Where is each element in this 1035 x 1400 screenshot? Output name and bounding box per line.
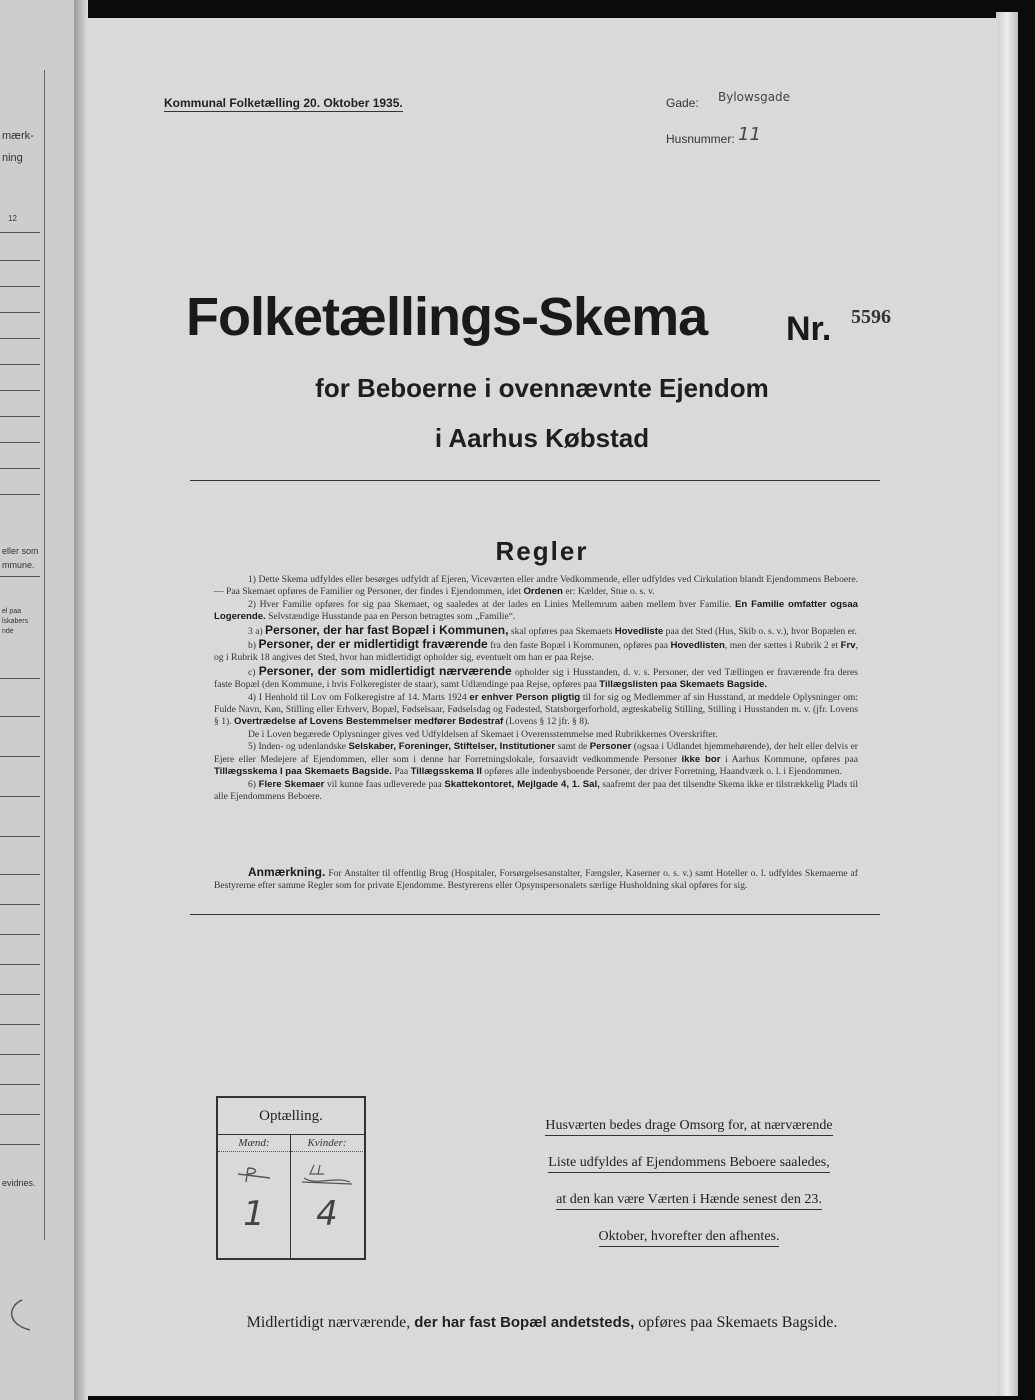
left-page-rule: [0, 1144, 40, 1145]
form-title: Folketællings-Skema: [186, 287, 708, 347]
men-count: 1: [243, 1194, 265, 1234]
remark-text: [214, 866, 858, 893]
rule-5: 5) Inden- og udenlandske Selskaber, Foreninger, Stiftelser, Institutioner samt de Personer (ogsaa i Udlandet hjemmehørende), der helt eller delvis er Ejere eller Medejere af Ejendommen, eller som i denne har Forretningslokale, forsaavidt vedkommende Personer ikke bor i Aarhus Kommune, opføres paa Tillægsskema I paa Skemaets Bagside. Paa Tillægsskema II opføres alle indenbysboende Personer, der driver Forretning, Haandværk o. l. i Ejendommen.: [214, 741, 858, 778]
rule-3c: c) Personer, der som midlertidigt nærværende opholder sig i Husstanden, d. v. s. Personer, der ved Tællingen er fraværende fra deres faste Bopæl (den Kommune, i hvis Folkeregister de staar), samt Udlændinge paa Rejse, opføres paa Tillægslisten paa Skemaets Bagside.: [214, 663, 858, 691]
tally-scribble-icon: [294, 1162, 360, 1188]
left-page-rule: [0, 576, 40, 577]
rule-3a: 3 a) Personer, der har fast Bopæl i Kommunen, skal opføres paa Skemaets Hovedliste paa det Sted (Hus, Skib o. s. v.), hvor Bopælen er.: [248, 622, 857, 637]
rules-heading: Regler: [495, 536, 589, 566]
form-number-label: Nr.: [786, 310, 832, 348]
house-number-value: 11: [738, 124, 761, 145]
landlord-notice: [522, 1118, 856, 1266]
left-page-rule: [0, 286, 40, 287]
left-page-rule: [0, 416, 40, 417]
left-page-rule: [0, 494, 40, 495]
left-page-rule: [0, 874, 40, 875]
footer-note: Midlertidigt nærværende, der har fast Bopæl andetsteds, opføres paa Skemaets Bagside.: [246, 1314, 838, 1331]
house-number-label: Husnummer:: [666, 132, 735, 146]
rule-4: 4) I Henhold til Lov om Folkeregistre af 14. Marts 1924 er enhver Person pligtig til for sig og Medlemmer af sin Husstand, at meddele Oplysninger om: Fulde Navn, Køn, Stilling eller Erhverv, Bopæl, Fødselsaar, Fødselsdag og Fødested, Statsborgerforhold, ægteskabelig Stilling, Stilling i Husstanden m. v. (jfr. Lovens § 1). Overtrædelse af Lovens Bestemmelser medfører Bødestraf (Lovens § 12 jfr. § 8).: [214, 691, 858, 728]
street-value: Bylowsgade: [718, 90, 791, 104]
left-page-rule: [0, 716, 40, 717]
left-page-rule: [0, 312, 40, 313]
women-count: 4: [316, 1194, 338, 1234]
women-tally-mark: [291, 1162, 363, 1188]
form-location: i Aarhus Købstad: [434, 423, 650, 453]
divider: [190, 480, 880, 481]
rule-1: 1) Dette Skema udfyldes eller besørges udfyldt af Ejeren, Viceværten eller andre Vedkommende, eller udfyldes ved Cirkulation blandt Ejendommens Beboere. — Paa Skemaet opføres de Familier og Personer, der findes i Ejendommen, idet Ordenen er: Kælder, Stue o. s. v.: [214, 574, 858, 598]
rule-4-note: De i Loven begærede Oplysninger gives ved Udfyldelsen af Skemaet i Overensstemmelse med Rubrikkernes Overskrifter.: [248, 728, 718, 740]
left-page-rule: [0, 904, 40, 905]
men-column: [218, 1135, 291, 1258]
women-label: Kvinder:: [291, 1135, 363, 1152]
street-label: Gade:: [666, 96, 699, 110]
left-page-rule: [0, 1054, 40, 1055]
left-page-fragment: eller som: [2, 546, 39, 556]
left-page-fragment: ning: [2, 152, 23, 164]
left-page-fragment: el paa: [2, 608, 22, 615]
left-page-rule: [0, 1084, 40, 1085]
left-page-fragment: mærk-: [2, 130, 34, 142]
left-page-fragment: evidnes.: [2, 1178, 36, 1188]
left-facing-page: [0, 0, 78, 1400]
tally-scribble-icon: [224, 1162, 284, 1186]
left-page-rule: [0, 468, 40, 469]
divider: [190, 914, 880, 915]
notice-line: at den kan være Værten i Hænde senest den 23.: [556, 1192, 822, 1210]
left-page-column-line: [44, 70, 45, 1240]
women-column: [291, 1135, 363, 1258]
left-page-rule: [0, 994, 40, 995]
left-page-rule: [0, 390, 40, 391]
census-form-page: [86, 18, 998, 1396]
men-tally-mark: [218, 1162, 290, 1188]
left-page-rule: [0, 964, 40, 965]
notice-line: Oktober, hvorefter den afhentes.: [599, 1229, 780, 1247]
rule-6: 6) Flere Skemaer vil kunne faas udleverede paa Skattekontoret, Mejlgade 4, 1. Sal, saafremt der paa det tilsendte Skema ikke er tilstrækkelig Plads til alle Ejendommens Beboere.: [214, 778, 858, 802]
left-page-rule: [0, 442, 40, 443]
form-subtitle: for Beboerne i ovennævnte Ejendom: [315, 373, 769, 403]
left-page-rule: [0, 678, 40, 679]
left-page-rule: [0, 756, 40, 757]
form-number-value: 5596: [851, 306, 891, 328]
left-page-rule: [0, 796, 40, 797]
notice-line: Liste udfyldes af Ejendommens Beboere saaledes,: [548, 1155, 829, 1173]
rules-text: [214, 574, 858, 803]
left-page-rule: [0, 1114, 40, 1115]
rule-3b: b) Personer, der er midlertidigt fraværende fra den faste Bopæl i Kommunen, opføres paa Hovedlisten, men der sættes i Rubrik 2 et Frv, og i Rubrik 18 angives det Sted, hvor han midlertidigt opholder sig, eventuelt om han er paa Rejse.: [214, 637, 858, 664]
page-edge: [996, 12, 1018, 1396]
remark-label: Anmærkning.: [248, 865, 326, 879]
left-page-fragment: lskabers: [2, 618, 29, 625]
handwritten-mark-icon: [0, 1296, 40, 1336]
left-page-rule: [0, 934, 40, 935]
left-page-rule: [0, 1024, 40, 1025]
notice-line: Husværten bedes drage Omsorg for, at nærværende: [545, 1118, 832, 1136]
left-page-fragment: mmune.: [2, 560, 35, 570]
rule-2: 2) Hver Familie opføres for sig paa Skemaet, og saaledes at der lades en Linies Mellemrum aaben mellem hver Familie. En Familie omfatter ogsaa Logerende. Selvstændige Husstande paa en Person betragtes som „Familie“.: [214, 598, 859, 623]
left-page-rule: [0, 232, 40, 233]
census-header-title: Kommunal Folketælling 20. Oktober 1935.: [164, 96, 403, 110]
count-box: [216, 1096, 366, 1260]
remark-body: For Anstalter til offentlig Brug (Hospitaler, Forsørgelsesanstalter, Fængsler, Kaserner o. s. v.) samt Hoteller o. l. udfyldes Skemaerne af Bestyrerne efter samme Regler som for private Ejendomme. Bestyrerens eller Opsynspersonalets særlige Husholdning skal opføres for sig.: [214, 868, 858, 892]
left-page-rule: [0, 260, 40, 261]
left-page-fragment: nde: [2, 628, 14, 635]
left-page-rule: [0, 364, 40, 365]
left-page-fragment: 12: [8, 214, 17, 223]
left-page-rule: [0, 338, 40, 339]
count-box-title: Optælling.: [218, 1098, 364, 1135]
men-label: Mænd:: [218, 1135, 290, 1152]
left-page-rule: [0, 836, 40, 837]
